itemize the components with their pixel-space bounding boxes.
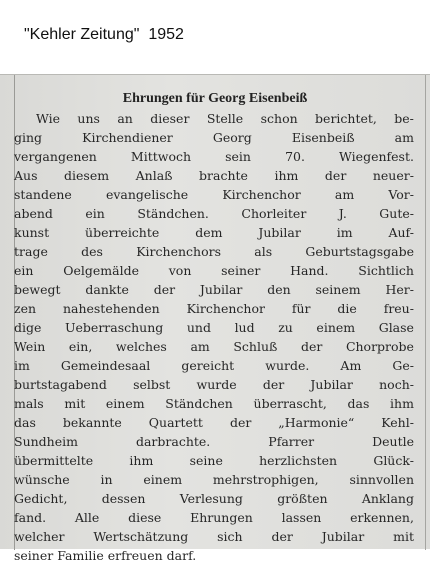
article-line: ein Oelgemälde von seiner Hand. Sichtlich: [14, 263, 414, 278]
column-rule-right: [425, 75, 426, 550]
article-line: übermittelte ihm seine herzlichsten Glück-: [14, 453, 414, 468]
article-line: standene evangelische Kirchenchor am Vor-: [14, 187, 414, 202]
article-line: Aus diesem Anlaß brachte ihm der neuer-: [14, 168, 414, 183]
article-line: zen nahestehenden Kirchenchor für die freu-: [14, 301, 414, 316]
article-line: im Gemeindesaal gereicht wurde. Am Ge-: [14, 358, 414, 373]
article-headline: Ehrungen für Georg Eisenbeiß: [122, 91, 308, 106]
article-line: dige Ueberraschung und lud zu einem Glase: [14, 320, 414, 335]
caption-source-year: "Kehler Zeitung" 1952: [24, 26, 184, 43]
newspaper-clipping: [0, 74, 430, 563]
article-line: Gedicht, dessen Verlesung größten Anklang: [14, 491, 414, 506]
article-line: bewegt dankte der Jubilar den seinem Her-: [14, 282, 414, 297]
article-line: mals mit einem Ständchen überrascht, das ihm: [14, 396, 414, 411]
article-line: vergangenen Mittwoch sein 70. Wiegenfest.: [14, 149, 414, 164]
article-line: burtstagabend selbst wurde der Jubilar noch-: [14, 377, 414, 392]
article-body: [14, 109, 414, 565]
article-line: kunst überreichte dem Jubilar im Auf-: [14, 225, 414, 240]
article-line: welcher Wertschätzung sich der Jubilar mit: [14, 529, 414, 544]
article-line: Wie uns an dieser Stelle schon berichtet, be-: [36, 111, 414, 126]
article-line: wünsche in einem mehrstrophigen, sinnvollen: [14, 472, 414, 487]
article-line: abend ein Ständchen. Chorleiter J. Gute-: [14, 206, 414, 221]
article-line: ging Kirchendiener Georg Eisenbeiß am: [14, 130, 414, 145]
article-line: das bekannte Quartett der „Harmonie“ Kehl-: [14, 415, 414, 430]
article-line: fand. Alle diese Ehrungen lassen erkennen,: [14, 510, 414, 525]
article-line: Wein ein, welches am Schluß der Chorprobe: [14, 339, 414, 354]
article-line: seiner Familie erfreuen darf.: [14, 548, 197, 563]
article-line: Sundheim darbrachte. Pfarrer Deutle: [14, 434, 414, 449]
article-line: trage des Kirchenchors als Geburtstagsgabe: [14, 244, 414, 259]
